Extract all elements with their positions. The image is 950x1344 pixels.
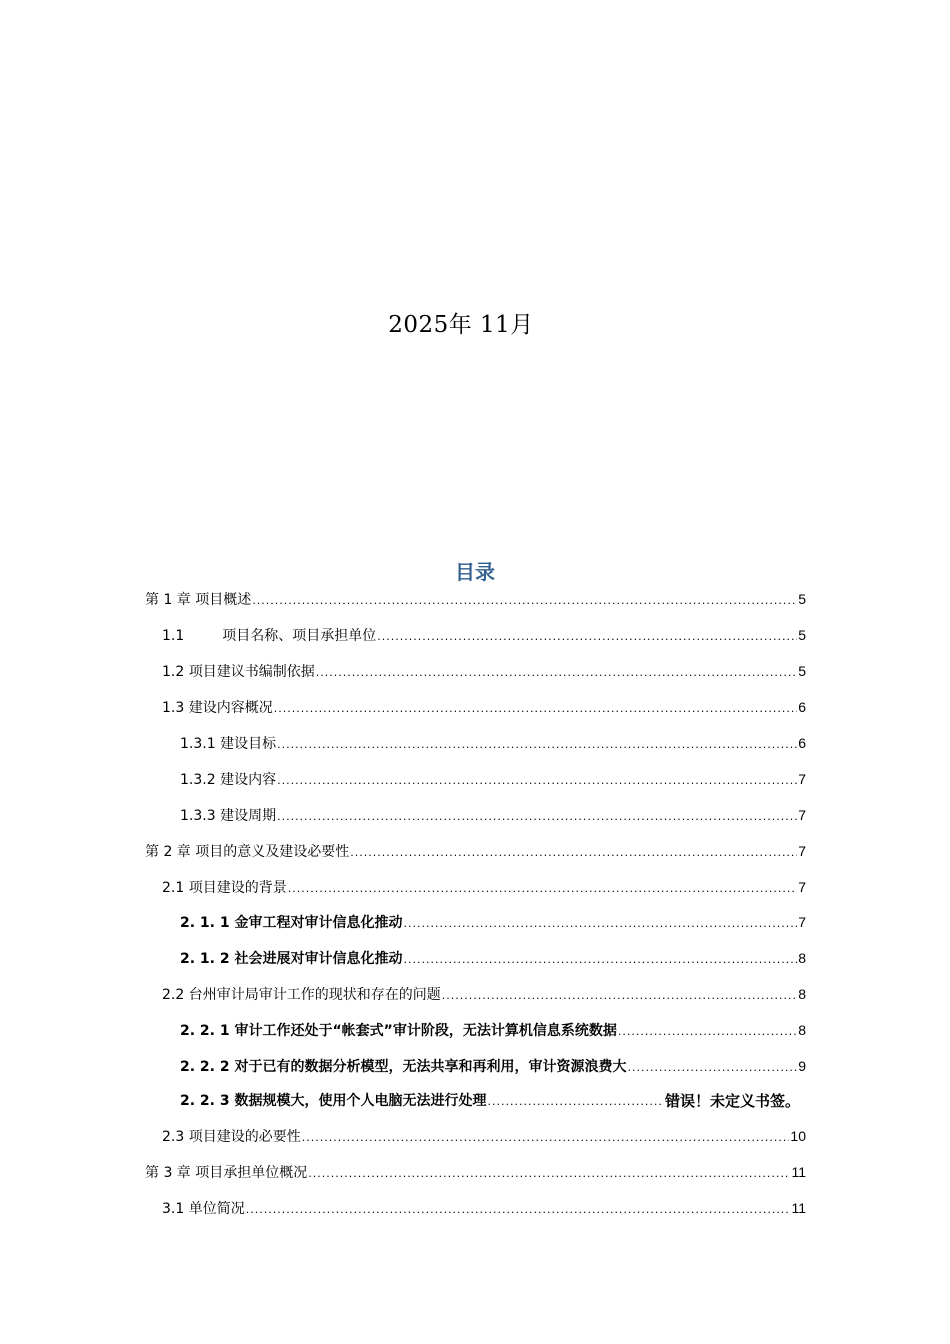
toc-entry-error-text: 错误！未定义书签。	[664, 1092, 800, 1110]
toc-entry-1-3[interactable]	[162, 692, 806, 722]
toc-leader-dots	[377, 627, 797, 643]
toc-leader-dots	[302, 1128, 790, 1144]
toc-entry-label: 1.2 项目建议书编制依据	[162, 664, 315, 680]
toc-entry-page: 7	[798, 914, 806, 930]
toc-entry-label: 2. 1. 2 社会进展对审计信息化推动	[180, 951, 403, 967]
toc-entry-1-1[interactable]	[162, 620, 806, 650]
toc-entry-page: 7	[798, 843, 806, 859]
toc-entry-page: 6	[798, 735, 806, 751]
toc-entry-label: 项目名称、项目承担单位	[222, 628, 377, 644]
toc-entry-label: 第 1 章 项目概述	[145, 592, 252, 608]
toc-leader-dots	[252, 591, 797, 607]
toc-entry-2-2-3[interactable]	[180, 1085, 800, 1115]
toc-entry-page: 6	[798, 699, 806, 715]
toc-title: 目录	[455, 560, 495, 584]
toc-entry-chapter-3[interactable]	[145, 1157, 806, 1187]
toc-entry-number: 1.1	[162, 628, 185, 644]
toc-entry-1-2[interactable]	[162, 656, 806, 686]
toc-entry-2-3[interactable]	[162, 1121, 806, 1151]
toc-entry-label: 2.2 台州审计局审计工作的现状和存在的问题	[162, 987, 441, 1003]
toc-entry-1-3-3[interactable]	[180, 800, 806, 830]
toc-entry-2-2[interactable]	[162, 979, 806, 1009]
toc-entry-page: 9	[798, 1058, 806, 1074]
toc-entry-label: 第 3 章 项目承担单位概况	[145, 1165, 308, 1181]
toc-leader-dots	[288, 879, 797, 895]
toc-entry-2-1-1[interactable]	[180, 907, 806, 937]
toc-leader-dots	[403, 950, 797, 966]
toc-leader-dots	[487, 1092, 664, 1108]
toc-entry-chapter-1[interactable]	[145, 584, 806, 614]
toc-leader-dots	[246, 1200, 791, 1216]
toc-leader-dots	[442, 986, 797, 1002]
toc-entry-label: 2. 1. 1 金审工程对审计信息化推动	[180, 915, 403, 931]
toc-leader-dots	[316, 663, 797, 679]
toc-entry-2-1-2[interactable]	[180, 943, 806, 973]
toc-leader-dots	[350, 843, 797, 859]
toc-entry-label: 1.3.3 建设周期	[180, 808, 277, 824]
toc-entry-1-3-2[interactable]	[180, 764, 806, 794]
toc-leader-dots	[403, 914, 797, 930]
toc-entry-label: 第 2 章 项目的意义及建设必要性	[145, 844, 350, 860]
toc-entry-page: 7	[798, 879, 806, 895]
toc-leader-dots	[308, 1164, 790, 1180]
toc-entry-page: 8	[798, 986, 806, 1002]
toc-entry-page: 7	[798, 807, 806, 823]
toc-entry-page: 10	[790, 1128, 806, 1144]
toc-leader-dots	[274, 699, 797, 715]
toc-entry-label: 2. 2. 3 数据规模大，使用个人电脑无法进行处理	[180, 1093, 487, 1109]
toc-leader-dots	[277, 771, 797, 787]
toc-entry-label: 2.3 项目建设的必要性	[162, 1129, 301, 1145]
toc-entry-page: 5	[798, 591, 806, 607]
toc-entry-chapter-2[interactable]	[145, 836, 806, 866]
toc-entry-label: 1.3 建设内容概况	[162, 700, 273, 716]
toc-entry-label: 1.3.1 建设目标	[180, 736, 277, 752]
toc-entry-1-3-1[interactable]	[180, 728, 806, 758]
toc-entry-label: 3.1 单位简况	[162, 1201, 245, 1217]
toc-entry-page: 5	[798, 627, 806, 643]
toc-leader-dots	[618, 1022, 797, 1038]
toc-entry-2-1[interactable]	[162, 872, 806, 902]
toc-entry-label: 2. 2. 2 对于已有的数据分析模型，无法共享和再利用，审计资源浪费大	[180, 1059, 627, 1075]
toc-leader-dots	[627, 1058, 797, 1074]
toc-leader-dots	[277, 735, 797, 751]
toc-entry-label: 2.1 项目建设的背景	[162, 880, 287, 896]
toc-entry-page: 8	[798, 950, 806, 966]
toc-leader-dots	[277, 807, 797, 823]
toc-entry-2-2-1[interactable]	[180, 1015, 806, 1045]
toc-entry-3-1[interactable]	[162, 1193, 806, 1223]
toc-entry-label: 2. 2. 1 审计工作还处于“帐套式”审计阶段，无法计算机信息系统数据	[180, 1023, 617, 1039]
toc-entry-page: 5	[798, 663, 806, 679]
toc-entry-label: 1.3.2 建设内容	[180, 772, 277, 788]
toc-entry-2-2-2[interactable]	[180, 1051, 806, 1081]
toc-entry-page: 8	[798, 1022, 806, 1038]
toc-entry-page: 11	[791, 1164, 806, 1180]
toc-entry-page: 11	[791, 1200, 806, 1216]
cover-date: 2025年 11月	[388, 312, 534, 338]
toc-entry-page: 7	[798, 771, 806, 787]
